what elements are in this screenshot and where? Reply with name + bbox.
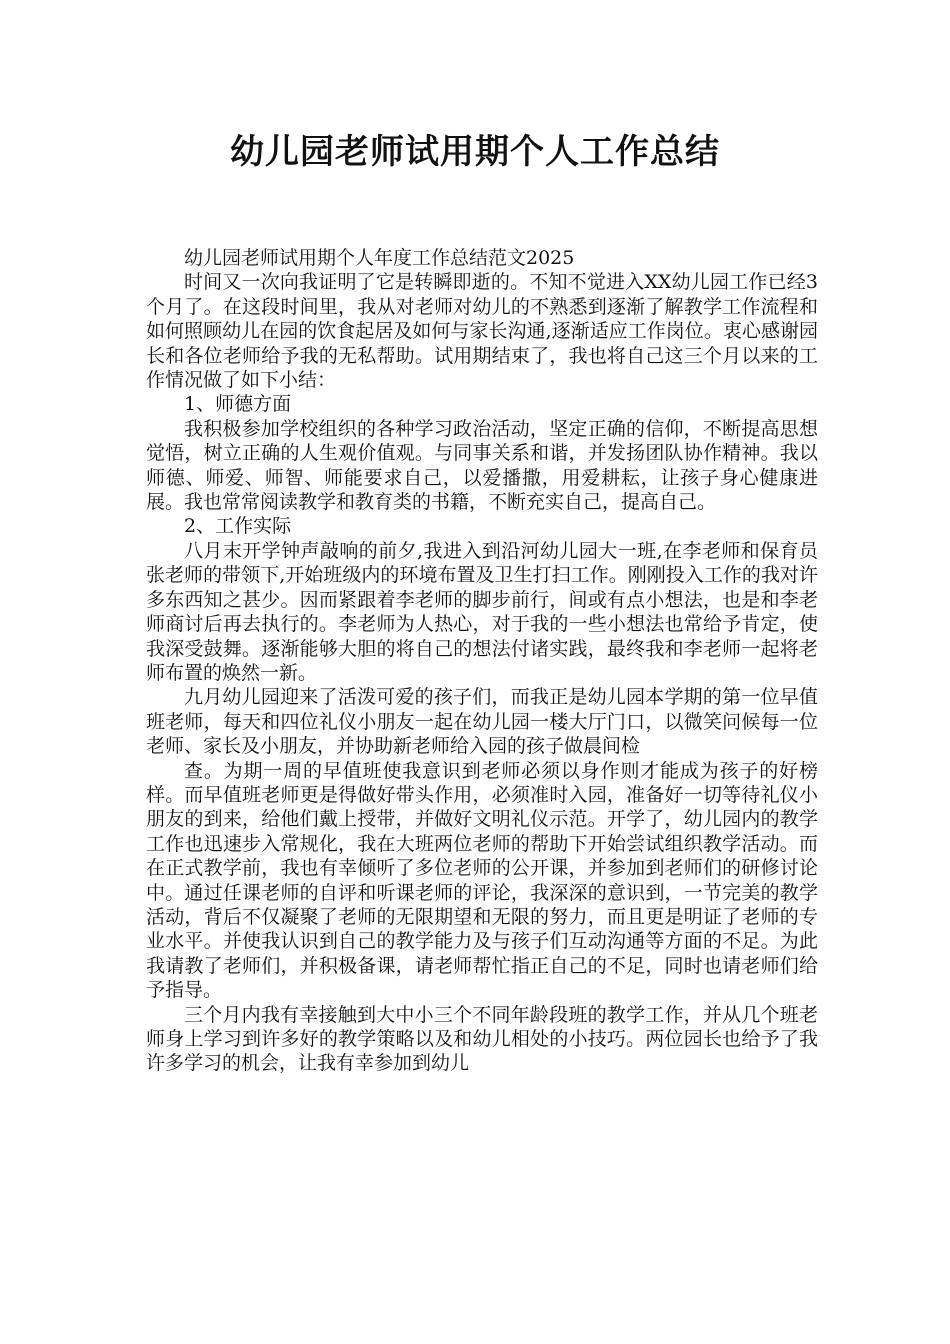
work-paragraph-august: 八月末开学钟声敲响的前夕,我进入到沿河幼儿园大一班,在李老师和保育员张老师的带领下,开始班级内的环境布置及卫生打扫工作。刚刚投入工作的我对许多东西知之甚少。因而紧跟着李老师的脚步前行，间或有点小想法，也是和李老师商讨后再去执行的。李老师为人热心，对于我的一些小想法也常给予肯定，使我深受鼓舞。逐渐能够大胆的将自己的想法付诸实践，最终我和李老师一起将老师布置的焕然一新。 <box>146 539 818 684</box>
document-title: 幼儿园老师试用期个人工作总结 <box>230 132 720 172</box>
subtitle-paragraph: 幼儿园老师试用期个人年度工作总结范文2025 <box>184 247 575 269</box>
work-paragraph-september: 九月幼儿园迎来了活泼可爱的孩子们，而我正是幼儿园本学期的第一位早值班老师，每天和四位礼仪小朋友一起在幼儿园一楼大厅门口，以微笑问候每一位老师、家长及小朋友，并协助新老师给入园的孩子做晨间检 <box>146 686 818 758</box>
work-paragraph-morning-duty: 查。为期一周的早值班使我意识到老师必须以身作则才能成为孩子的好榜样。而早值班老师更是得做好带头作用，必须准时入园，准备好一切等待礼仪小朋友的到来，给他们戴上授带，并做好文明礼仪示范。开学了，幼儿园内的教学工作也迅速步入常规化，我在大班两位老师的帮助下开始尝试组织教学活动。而在正式教学前，我也有幸倾听了多位老师的公开课，并参加到老师们的研修讨论中。通过任课老师的自评和听课老师的评论，我深深的意识到，一节完美的教学活动，背后不仅凝聚了老师的无限期望和无限的努力，而且更是明证了老师的专业水平。并使我认识到自己的教学能力及与孩子们互动沟通等方面的不足。为此我请教了老师们，并积极备课，请老师帮忙指正自己的不足，同时也请老师们给予指导。 <box>146 759 818 1002</box>
work-paragraph-three-months: 三个月内我有幸接触到大中小三个不同年龄段班的教学工作，并从几个班老师身上学习到许多好的教学策略以及和幼儿相处的小技巧。两位园长也给予了我许多学习的机会，让我有幸参加到幼儿 <box>146 1003 818 1075</box>
intro-paragraph: 时间又一次向我证明了它是转瞬即逝的。不知不觉进入XX幼儿园工作已经3个月了。在这段时间里，我从对老师对幼儿的不熟悉到逐渐了解教学工作流程和如何照顾幼儿在园的饮食起居及如何与家长沟通,逐渐适应工作岗位。衷心感谢园长和各位老师给予我的无私帮助。试用期结束了，我也将自己这三个月以来的工作情况做了如下小结： <box>146 271 818 392</box>
section-heading-ethics: 1、师德方面 <box>184 393 292 416</box>
document-body <box>146 246 818 1076</box>
ethics-paragraph: 我积极参加学校组织的各种学习政治活动，坚定正确的信仰，不断提高思想觉悟，树立正确的人生观价值观。与同事关系和谐，并发扬团队协作精神。我以师德、师爱、师智、师能要求自己，以爱播撒，用爱耕耘，让孩子身心健康进展。我也常常阅读教学和教育类的书籍，不断充实自己，提高自己。 <box>146 417 818 514</box>
section-heading-work: 2、工作实际 <box>184 515 292 538</box>
